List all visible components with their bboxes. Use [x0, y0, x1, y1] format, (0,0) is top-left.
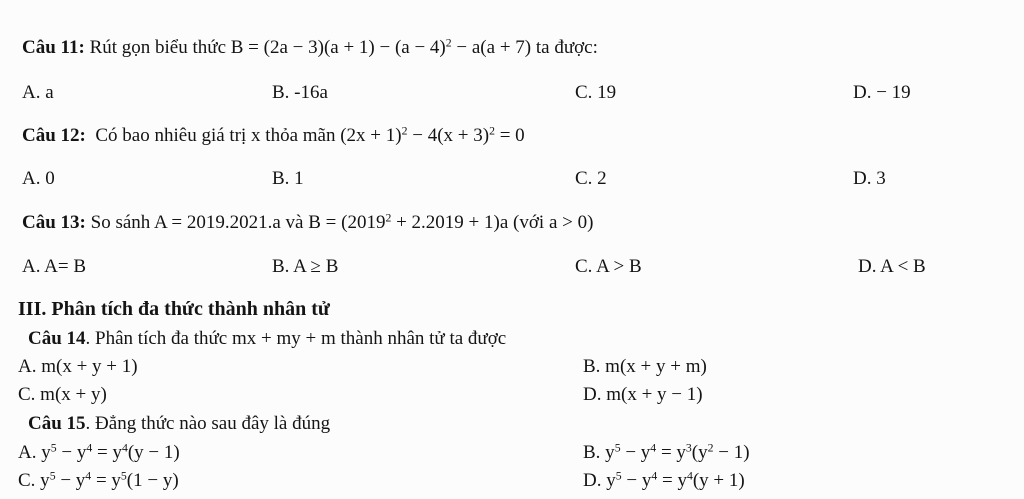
- question-label: Câu 13:: [22, 212, 86, 233]
- q12-option-c: C. 2: [575, 168, 607, 189]
- q14-option-b: B. m(x + y + m): [583, 356, 707, 377]
- question-13: [22, 212, 593, 234]
- question-12: [22, 125, 525, 147]
- q13-option-a: A. A= B: [22, 256, 87, 277]
- q11-option-a: A. a: [22, 82, 54, 103]
- question-11: [22, 37, 598, 59]
- q12-option-b: B. 1: [272, 168, 304, 189]
- q14-option-d: D. m(x + y − 1): [583, 384, 703, 405]
- q15-option-b: B. $y^5 - y^4 = y^3(y^2 - 1)$: [583, 441, 750, 463]
- question-label: Câu 14: [28, 328, 86, 349]
- question-15: [28, 413, 330, 435]
- q13-option-d: D. A < B: [858, 256, 926, 277]
- q11-option-d: D. − 19: [853, 82, 911, 103]
- question-14: [28, 328, 506, 350]
- question-label: Câu 12:: [22, 125, 86, 146]
- q13-option-c: C. A > B: [575, 256, 642, 277]
- q12-option-a: A. 0: [22, 168, 55, 189]
- question-text: So sánh A = 2019.2021.a và $B = (2019^2 + 2.2019 + 1)a$ (với a > 0): [90, 211, 594, 233]
- q13-option-b: B. A ≥ B: [272, 256, 339, 277]
- section-heading: III. Phân tích đa thức thành nhân tử: [18, 298, 330, 320]
- question-label: Câu 15: [28, 413, 86, 434]
- question-text: Rút gọn biểu thức $B = (2a - 3)(a + 1) - (a - 4)^2 - a(a + 7)$ ta được:: [89, 36, 598, 58]
- question-label: Câu 11:: [22, 37, 85, 58]
- q15-option-d: D. $y^5 - y^4 = y^4(y + 1)$: [583, 469, 745, 491]
- q14-option-c: C. m(x + y): [18, 384, 107, 405]
- question-text: Có bao nhiêu giá trị x thỏa mãn $(2x + 1)^2 - 4(x + 3)^2 = 0$: [95, 124, 525, 146]
- q11-option-b: B. -16a: [272, 82, 328, 103]
- question-text: . Phân tích đa thức mx + my + m thành nhân tử ta được: [85, 328, 507, 349]
- q11-option-c: C. 19: [575, 82, 617, 103]
- q15-option-a: A. $y^5 - y^4 = y^4(y - 1)$: [18, 441, 180, 463]
- q15-option-c: C. $y^5 - y^4 = y^5(1 - y)$: [18, 469, 179, 491]
- q12-option-d: D. 3: [853, 168, 886, 189]
- q14-option-a: A. m(x + y + 1): [18, 356, 138, 377]
- question-text: . Đẳng thức nào sau đây là đúng: [85, 413, 331, 434]
